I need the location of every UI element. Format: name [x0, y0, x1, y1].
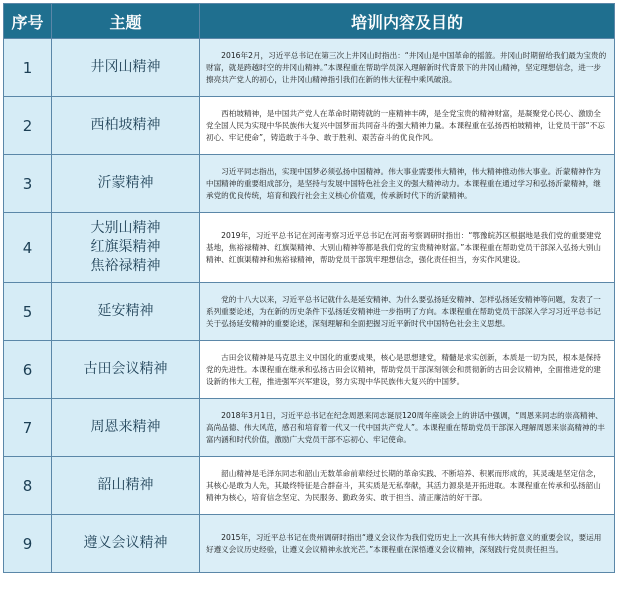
row-index: 8: [4, 457, 52, 515]
table-row: [4, 341, 615, 399]
row-index: 2: [4, 97, 52, 155]
table-row: [4, 399, 615, 457]
row-content: 2016年2月，习近平总书记在第三次上井冈山时指出：“井冈山是中国革命的摇篮。井冈山时期留给我们最为宝贵的财富，就是跨越时空的井冈山精神。”本课程重在帮助学员深入理解新时代背景下的井冈山精神，坚定理想信念，进一步擦亮共产党人的初心，让井冈山精神指引我们在新的伟大征程中乘风破浪。: [200, 39, 615, 97]
row-theme: 井冈山精神: [52, 39, 200, 97]
row-index: 6: [4, 341, 52, 399]
row-theme: 沂蒙精神: [52, 155, 200, 213]
row-theme: 延安精神: [52, 283, 200, 341]
table-row: [4, 457, 615, 515]
row-content: 党的十八大以来，习近平总书记就什么是延安精神、为什么要弘扬延安精神、怎样弘扬延安精神等问题，发表了一系列重要论述，为在新的历史条件下弘扬延安精神进一步指明了方向。本课程重在帮助党员干部深入学习习近平总书记关于弘扬延安精神的重要论述，深刻理解和全面把握习近平新时代中国特色社会主义思想。: [200, 283, 615, 341]
row-index: 7: [4, 399, 52, 457]
table-row: [4, 283, 615, 341]
row-content: 2019年，习近平总书记在河南考察习近平总书记在河南考察调研时指出：“鄂豫皖苏区根据地是我们党的重要建党基地，焦裕禄精神、红旗渠精神、大别山精神等都是我们党的宝贵精神财富。”本课程重在帮助党员干部深入弘扬大别山精神、红旗渠精神和焦裕禄精神，帮助党员干部筑牢理想信念，强化责任担当，夯实作风建设。: [200, 213, 615, 283]
header-index: 序号: [4, 4, 52, 39]
row-index: 1: [4, 39, 52, 97]
table-row: [4, 97, 615, 155]
row-theme: 古田会议精神: [52, 341, 200, 399]
table-row: [4, 213, 615, 283]
table-row: [4, 39, 615, 97]
row-content: 习近平同志指出，实现中国梦必须弘扬中国精神。伟大事业需要伟大精神，伟大精神推动伟大事业。沂蒙精神作为中国精神的重要组成部分，是坚持与发展中国特色社会主义的强大精神动力。本课程重在通过学习和弘扬沂蒙精神，继承党的优良传统，培育和践行社会主义核心价值观，传承新时代下的沂蒙精神。: [200, 155, 615, 213]
row-theme: 遵义会议精神: [52, 515, 200, 573]
row-index: 5: [4, 283, 52, 341]
row-content: 2015年，习近平总书记在贵州调研时指出“遵义会议作为我们党历史上一次具有伟大转折意义的重要会议，要运用好遵义会议历史经验，让遵义会议精神永放光芒。”本课程重在深悟遵义会议精神，深刻践行党员责任担当。: [200, 515, 615, 573]
header-theme: 主题: [52, 4, 200, 39]
header-content: 培训内容及目的: [200, 4, 615, 39]
row-index: 9: [4, 515, 52, 573]
header-row: [4, 4, 615, 39]
row-theme: 大别山精神 红旗渠精神 焦裕禄精神: [52, 213, 200, 283]
row-theme: 周恩来精神: [52, 399, 200, 457]
row-theme: 西柏坡精神: [52, 97, 200, 155]
row-index: 3: [4, 155, 52, 213]
row-content: 古田会议精神是马克思主义中国化的重要成果，核心是思想建党，精髓是求实创新，本质是一切为民，根本是保持党的先进性。本课程重在继承和弘扬古田会议精神，帮助党员干部深刻领会和贯彻新的古田会议精神，全面推进党的建设新的伟大工程，推进强军兴军建设，努力实现中华民族伟大复兴的中国梦。: [200, 341, 615, 399]
row-index: 4: [4, 213, 52, 283]
row-theme: 韶山精神: [52, 457, 200, 515]
table-row: [4, 515, 615, 573]
table-row: [4, 155, 615, 213]
row-content: 西柏坡精神，是中国共产党人在革命时期铸就的一座精神丰碑，是全党宝贵的精神财富，是凝聚党心民心、激励全党全国人民为实现中华民族伟大复兴中国梦而共同奋斗的强大精神力量。本课程重在弘扬西柏坡精神，让党员干部“不忘初心、牢记使命”，铸造敢于斗争、敢于胜利、艰苦奋斗的优良作风。: [200, 97, 615, 155]
row-content: 韶山精神是毛泽东同志和韶山无数革命前辈经过长期的革命实践、不断培养、积累而形成的，其灵魂是坚定信念，其核心是敢为人先，其最终特征是合群奋斗，其实质是无私奉献，其活力源泉是开拓进取。本课程重在传承和弘扬韶山精神为核心，培育信念坚定、为民服务、勤政务实、敢于担当、清正廉洁的好干部。: [200, 457, 615, 515]
row-content: 2018年3月1日，习近平总书记在纪念周恩来同志诞辰120周年座谈会上的讲话中强调，“周恩来同志的崇高精神、高尚品德、伟大风范，感召和培育着一代又一代中国共产党人”。本课程重在帮助党员干部深入理解周恩来崇高精神的丰富内涵和时代价值，激励广大党员干部不忘初心、牢记使命。: [200, 399, 615, 457]
training-table: [3, 3, 615, 573]
